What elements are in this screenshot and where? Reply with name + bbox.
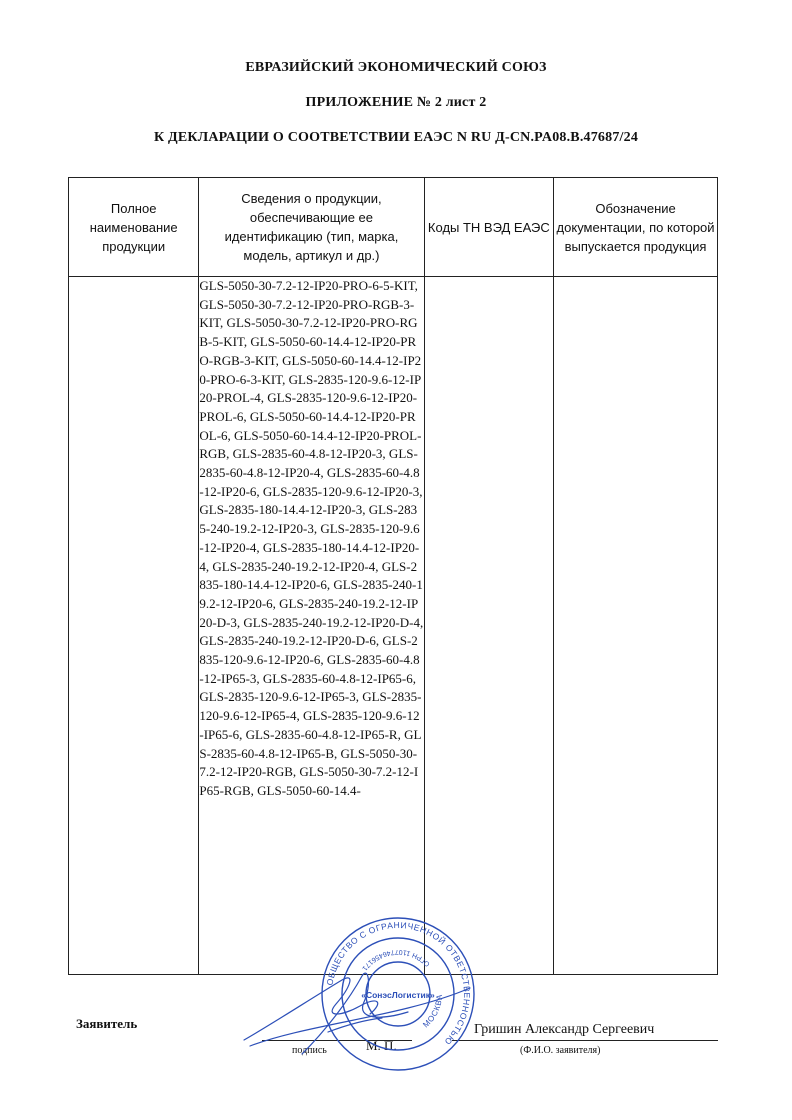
seal-place-label: М. П. — [366, 1038, 397, 1053]
union-title: ЕВРАЗИЙСКИЙ ЭКОНОМИЧЕСКИЙ СОЮЗ — [245, 60, 547, 75]
products-table — [68, 177, 718, 975]
signature-caption: подпись — [292, 1045, 327, 1056]
cell-product-info: GLS-5050-30-7.2-12-IP20-PRO-6-5-KIT, GLS-5050-30-7.2-12-IP20-PRO-RGB-3-KIT, GLS-5050-30-7.2-12-IP20-PRO-RGB-5-KIT, GLS-5050-60-14.4-12-IP20-PRO-RGB-3-KIT, GLS-5050-60-14.4-12-IP20-PRO-6-3-KIT, GLS-2835-120-9.6-12-IP20-PROL-4, GLS-2835-120-9.6-12-IP20-PROL-6, GLS-5050-60-14.4-12-IP20-PROL-6, GLS-5050-60-14.4-12-IP20-PROL-RGB, GLS-2835-60-4.8-12-IP20-3, GLS-2835-60-4.8-12-IP20-4, GLS-2835-60-4.8-12-IP20-6, GLS-2835-120-9.6-12-IP20-3, GLS-2835-180-14.4-12-IP20-3, GLS-2835-240-19.2-12-IP20-3, GLS-2835-120-9.6-12-IP20-4, GLS-2835-180-14.4-12-IP20-4, GLS-2835-240-19.2-12-IP20-4, GLS-2835-180-14.4-12-IP20-6, GLS-2835-240-19.2-12-IP20-6, GLS-2835-240-19.2-12-IP20-D-3, GLS-2835-240-19.2-12-IP20-D-4, GLS-2835-240-19.2-12-IP20-D-6, GLS-2835-120-9.6-12-IP20-6, GLS-2835-60-4.8-12-IP65-3, GLS-2835-60-4.8-12-IP65-6, GLS-2835-120-9.6-12-IP65-3, GLS-2835-120-9.6-12-IP65-4, GLS-2835-120-9.6-12-IP65-6, GLS-2835-60-4.8-12-IP65-R, GLS-2835-60-4.8-12-IP65-B, GLS-5050-30-7.2-12-IP20-RGB, GLS-5050-30-7.2-12-IP65-RGB, GLS-5050-60-14.4- — [199, 277, 424, 975]
name-line — [452, 1040, 718, 1041]
declaration-title: К ДЕКЛАРАЦИИ О СООТВЕТСТВИИ ЕАЭС N RU Д-CN.PA08.B.47687/24 — [153, 130, 639, 145]
cell-full-name — [69, 277, 199, 975]
name-caption: (Ф.И.О. заявителя) — [520, 1045, 601, 1056]
applicant-name: Гришин Александр Сергеевич — [474, 1022, 655, 1037]
col-header-documentation: Обозначение документации, по которой выпускается продукция — [554, 178, 718, 277]
stamp-ogrn-text: ОГРН 1107746456171 — [360, 947, 432, 972]
col-header-tnved-codes: Коды ТН ВЭД ЕАЭС — [424, 178, 554, 277]
appendix-title: ПРИЛОЖЕНИЕ № 2 лист 2 — [305, 95, 487, 110]
table-header-row — [69, 178, 718, 277]
table-row — [69, 277, 718, 975]
cell-documentation — [554, 277, 718, 975]
applicant-label: Заявитель — [76, 1016, 138, 1031]
col-header-product-info: Сведения о продукции, обеспечивающие ее идентификацию (тип, марка, модель, артикул и др.) — [199, 178, 424, 277]
stamp-city-text: МОСКВА — [421, 993, 445, 1030]
handwritten-signature — [232, 958, 482, 1062]
stamp-company-name: «СонэсЛогистик» — [361, 990, 435, 1000]
stamp-ring-text: ОБЩЕСТВО С ОГРАНИЧЕННОЙ ОТВЕТСТВЕННОСТЬЮ — [324, 919, 473, 1048]
cell-tnved-codes — [424, 277, 554, 975]
col-header-full-name: Полное наименование продукции — [69, 178, 199, 277]
